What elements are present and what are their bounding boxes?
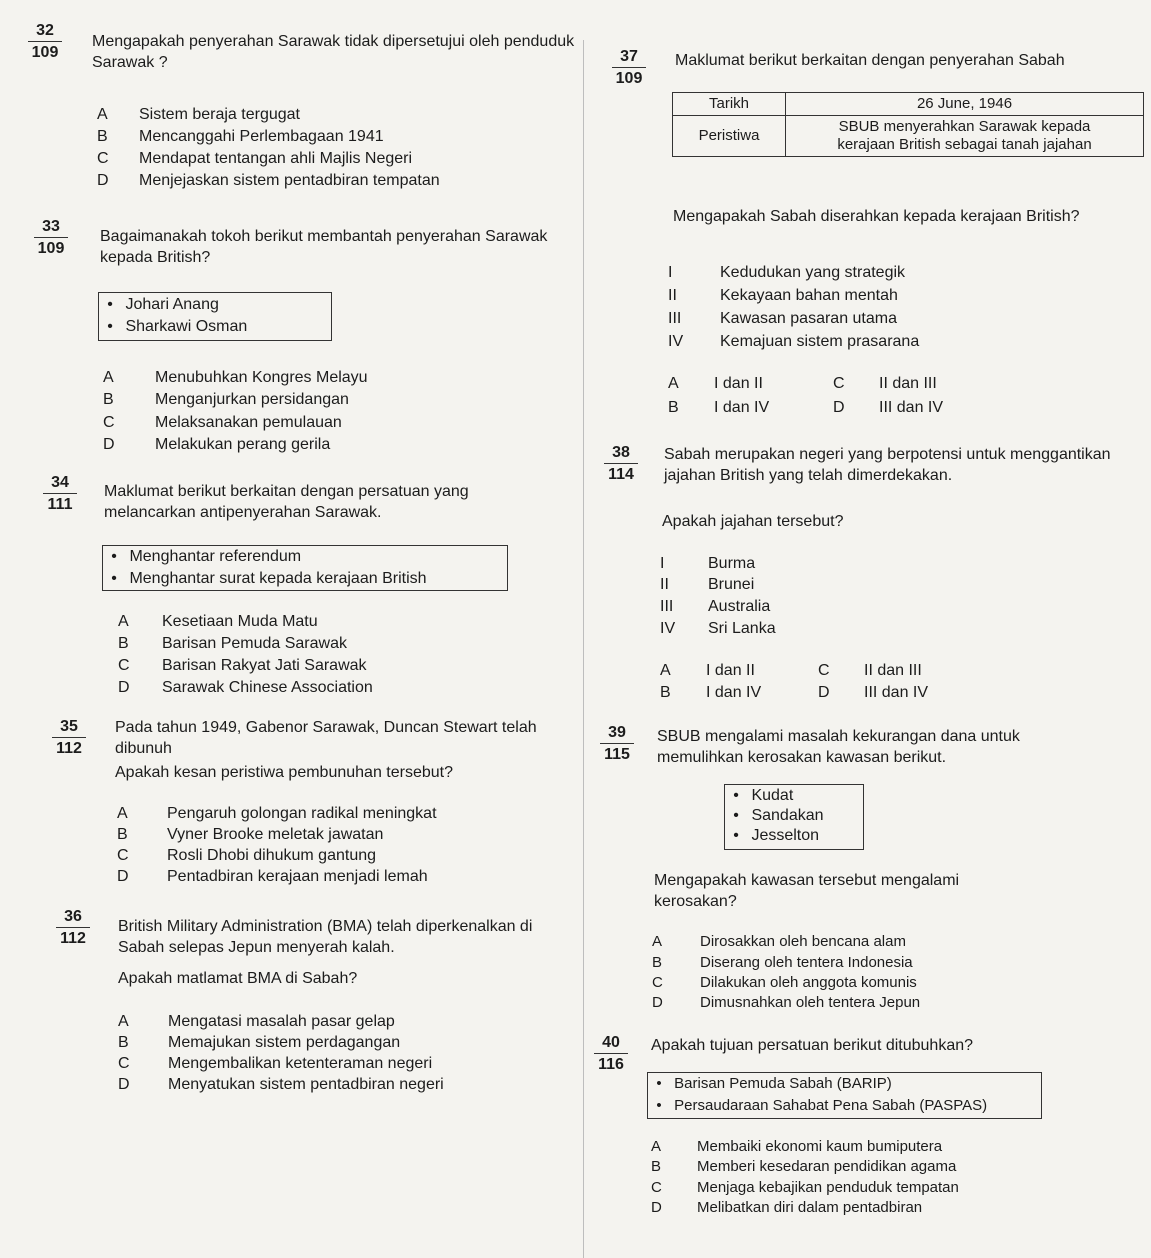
option-letter: C: [118, 657, 130, 674]
option-letter: C: [118, 1055, 130, 1072]
question-number-37: [612, 48, 646, 88]
statement-text: Kawasan pasaran utama: [720, 310, 897, 327]
roman-numeral: II: [668, 287, 677, 304]
option-text: Pengaruh golongan radikal meningkat: [167, 805, 437, 822]
q38-stem: Sabah merupakan negeri yang berpotensi untuk menggantikan jajahan British yang telah dimerdekakan.: [664, 446, 1111, 484]
question-number-38: [604, 444, 638, 484]
option-text: Menjaga kebajikan penduduk tempatan: [697, 1179, 959, 1196]
q33-info-box: [98, 292, 332, 341]
option-text: Melakukan perang gerila: [155, 436, 331, 453]
event-line-2: kerajaan British sebagai tanah jajahan: [837, 136, 1092, 153]
statement-text: Kekayaan bahan mentah: [720, 287, 898, 304]
q39-stem: SBUB mengalami masalah kekurangan dana untuk memulihkan kerosakan kawasan berikut.: [657, 728, 1020, 766]
option-text: Diserang oleh tentera Indonesia: [700, 954, 913, 971]
q38-option-d[interactable]: [818, 682, 928, 703]
q34-option-c[interactable]: [118, 655, 367, 676]
column-divider: [583, 40, 584, 1258]
option-text: Membaiki ekonomi kaum bumiputera: [697, 1138, 943, 1155]
question-number: 40: [602, 1034, 620, 1051]
option-text: Kesetiaan Muda Matu: [162, 613, 318, 630]
q36-option-d[interactable]: [118, 1074, 444, 1095]
bullet-icon: •: [107, 318, 113, 335]
number-bar: [28, 41, 62, 42]
option-letter: A: [660, 662, 671, 679]
question-code: 115: [604, 746, 630, 763]
q36-option-a[interactable]: [118, 1011, 395, 1032]
option-letter: B: [660, 684, 671, 701]
q35-option-d[interactable]: [117, 866, 428, 887]
question-number-32: [28, 22, 62, 62]
option-text: Vyner Brooke meletak jawatan: [167, 826, 384, 843]
event-line-1: SBUB menyerahkan Sarawak kepada: [838, 118, 1091, 135]
q40-info-box: [647, 1072, 1042, 1119]
roman-numeral: III: [660, 598, 674, 615]
q37-statement-4: [668, 331, 919, 352]
question-code: 114: [608, 466, 634, 483]
q37-info-table: [672, 92, 1144, 157]
q32-option-b[interactable]: [97, 126, 384, 147]
info-text: Menghantar referendum: [129, 548, 302, 565]
statement-text: Brunei: [708, 576, 755, 593]
number-bar: [604, 463, 638, 464]
number-bar: [594, 1053, 628, 1054]
info-item: [99, 316, 331, 338]
option-letter: D: [103, 436, 115, 453]
q38-statement-4: [660, 618, 776, 639]
info-item: [99, 294, 331, 316]
q35-option-b[interactable]: [117, 824, 383, 845]
q37-stem: Maklumat berikut berkaitan dengan penyerahan Sabah: [675, 52, 1065, 69]
q36-option-b[interactable]: [118, 1032, 400, 1053]
option-letter: D: [97, 172, 109, 189]
option-text: Rosli Dhobi dihukum gantung: [167, 847, 377, 864]
question-number-40: [594, 1034, 628, 1074]
question-number: 37: [620, 48, 638, 65]
option-letter: D: [833, 399, 845, 416]
option-letter: D: [651, 1199, 662, 1216]
info-item: [725, 806, 863, 826]
question-number: 39: [608, 724, 626, 741]
info-text: Persaudaraan Sahabat Pena Sabah (PASPAS): [674, 1097, 988, 1114]
info-text: Sharkawi Osman: [125, 318, 248, 335]
question-number-39: [600, 724, 634, 764]
number-bar: [612, 67, 646, 68]
option-letter: A: [118, 1013, 129, 1030]
bullet-icon: •: [656, 1075, 662, 1092]
question-number: 36: [64, 908, 82, 925]
option-letter: B: [668, 399, 679, 416]
option-text: Memberi kesedaran pendidikan agama: [697, 1158, 957, 1175]
option-text: Barisan Rakyat Jati Sarawak: [162, 657, 367, 674]
option-letter: B: [652, 954, 663, 971]
q33-option-c[interactable]: [103, 412, 342, 433]
option-text: Melaksanakan pemulauan: [155, 414, 342, 431]
option-text: Memajukan sistem perdagangan: [168, 1034, 401, 1051]
number-bar: [52, 737, 86, 738]
q33-option-d[interactable]: [103, 434, 330, 455]
q37-question: Mengapakah Sabah diserahkan kepada kerajaan British?: [673, 208, 1080, 225]
question-number: 32: [36, 22, 54, 39]
q37-option-b[interactable]: [668, 397, 769, 418]
q40-option-b[interactable]: [651, 1156, 956, 1177]
question-code: 111: [47, 496, 73, 513]
roman-numeral: I: [668, 264, 673, 281]
option-text: Mencanggahi Perlembagaan 1941: [139, 128, 384, 145]
bullet-icon: •: [111, 570, 117, 587]
option-text: Pentadbiran kerajaan menjadi lemah: [167, 868, 428, 885]
option-text: Dirosakkan oleh bencana alam: [700, 933, 906, 950]
info-item: [648, 1095, 1041, 1117]
question-number-34: [43, 474, 77, 514]
q33-stem: Bagaimanakah tokoh berikut membantah penyerahan Sarawak kepada British?: [100, 228, 548, 266]
q38-option-c[interactable]: [818, 660, 922, 681]
q34-option-b[interactable]: [118, 633, 347, 654]
bullet-icon: •: [733, 827, 739, 844]
q37-statement-2: [668, 285, 898, 306]
option-letter: A: [651, 1138, 662, 1155]
info-item: [103, 568, 507, 590]
option-letter: D: [118, 1076, 130, 1093]
q37-option-d[interactable]: [833, 397, 943, 418]
option-text: Mendapat tentangan ahli Majlis Negeri: [139, 150, 413, 167]
option-text: Melibatkan diri dalam pentadbiran: [697, 1199, 923, 1216]
option-text: Dilakukan oleh anggota komunis: [700, 974, 917, 991]
table-header-tarikh: Tarikh: [673, 93, 786, 116]
option-text: Mengatasi masalah pasar gelap: [168, 1013, 395, 1030]
q35-question: Apakah kesan peristiwa pembunuhan tersebut?: [115, 764, 453, 781]
q39-option-b[interactable]: [652, 952, 913, 973]
q36-option-c[interactable]: [118, 1053, 432, 1074]
q32-option-a[interactable]: [97, 104, 300, 125]
option-text: Menyatukan sistem pentadbiran negeri: [168, 1076, 444, 1093]
option-text: II dan III: [864, 662, 922, 679]
q34-info-box: [102, 545, 508, 591]
q35-option-a[interactable]: [117, 803, 437, 824]
q37-option-c[interactable]: [833, 373, 937, 394]
info-text: Jesselton: [751, 827, 820, 844]
option-letter: B: [118, 635, 129, 652]
q35-option-c[interactable]: [117, 845, 376, 866]
option-letter: C: [818, 662, 830, 679]
q34-option-d[interactable]: [118, 677, 373, 698]
option-letter: C: [103, 414, 115, 431]
q39-option-a[interactable]: [652, 931, 906, 952]
q40-option-a[interactable]: [651, 1136, 942, 1157]
option-letter: C: [652, 974, 663, 991]
option-letter: A: [97, 106, 108, 123]
option-letter: D: [118, 679, 130, 696]
q33-option-b[interactable]: [103, 389, 349, 410]
option-text: Menjejaskan sistem pentadbiran tempatan: [139, 172, 440, 189]
option-letter: A: [117, 805, 128, 822]
roman-numeral: III: [668, 310, 682, 327]
question-number: 38: [612, 444, 630, 461]
q38-option-a[interactable]: [660, 660, 755, 681]
option-letter: A: [668, 375, 679, 392]
option-letter: B: [117, 826, 128, 843]
statement-text: Burma: [708, 555, 756, 572]
q36-stem: British Military Administration (BMA) telah diperkenalkan di Sabah selepas Jepun menyerah kalah.: [118, 918, 533, 956]
number-bar: [600, 743, 634, 744]
q37-option-a[interactable]: [668, 373, 763, 394]
bullet-icon: •: [733, 787, 739, 804]
option-letter: B: [103, 391, 114, 408]
option-text: III dan IV: [879, 399, 944, 416]
info-item: [725, 786, 863, 806]
q32-stem: Mengapakah penyerahan Sarawak tidak dipersetujui oleh penduduk Sarawak ?: [92, 33, 575, 71]
option-text: I dan IV: [706, 684, 762, 701]
q39-info-box: [724, 784, 864, 850]
roman-numeral: IV: [668, 333, 684, 350]
q38-question: Apakah jajahan tersebut?: [662, 513, 844, 530]
question-number: 33: [42, 218, 60, 235]
number-bar: [56, 927, 90, 928]
info-text: Johari Anang: [125, 296, 219, 313]
q34-option-a[interactable]: [118, 611, 318, 632]
roman-numeral: I: [660, 555, 665, 572]
option-text: Menganjurkan persidangan: [155, 391, 349, 408]
option-text: Mengembalikan ketenteraman negeri: [168, 1055, 433, 1072]
q32-option-c[interactable]: [97, 148, 412, 169]
info-item: [103, 546, 507, 568]
option-letter: D: [117, 868, 129, 885]
q36-question: Apakah matlamat BMA di Sabah?: [118, 970, 358, 987]
option-letter: C: [117, 847, 129, 864]
statement-text: Kedudukan yang strategik: [720, 264, 906, 281]
number-bar: [43, 493, 77, 494]
question-number-36: [56, 908, 90, 948]
info-text: Barisan Pemuda Sabah (BARIP): [674, 1075, 892, 1092]
option-text: I dan II: [706, 662, 755, 679]
option-letter: A: [118, 613, 129, 630]
option-letter: B: [118, 1034, 129, 1051]
option-letter: A: [652, 933, 663, 950]
question-code: 109: [37, 240, 65, 257]
info-text: Kudat: [751, 787, 794, 804]
q38-statement-3: [660, 596, 770, 617]
q34-stem: Maklumat berikut berkaitan dengan persatuan yang melancarkan antipenyerahan Sarawak.: [104, 483, 469, 521]
bullet-icon: •: [733, 807, 739, 824]
q38-statement-2: [660, 574, 754, 595]
q35-stem: Pada tahun 1949, Gabenor Sarawak, Duncan Stewart telah dibunuh: [115, 719, 537, 757]
roman-numeral: IV: [660, 620, 676, 637]
bullet-icon: •: [111, 548, 117, 565]
question-number: 34: [51, 474, 69, 491]
q32-option-d[interactable]: [97, 170, 440, 191]
option-letter: C: [651, 1179, 662, 1196]
table-cell-event: [786, 116, 1144, 157]
bullet-icon: •: [656, 1097, 662, 1114]
q40-option-c[interactable]: [651, 1177, 959, 1198]
option-text: Barisan Pemuda Sarawak: [162, 635, 347, 652]
info-text: Sandakan: [751, 807, 824, 824]
option-letter: A: [103, 369, 114, 386]
q39-option-c[interactable]: [652, 972, 917, 993]
option-text: Dimusnahkan oleh tentera Jepun: [700, 994, 921, 1011]
question-number: 35: [60, 718, 78, 735]
option-letter: C: [97, 150, 109, 167]
option-letter: C: [833, 375, 845, 392]
option-text: Menubuhkan Kongres Melayu: [155, 369, 368, 386]
option-text: III dan IV: [864, 684, 929, 701]
option-letter: D: [818, 684, 830, 701]
q40-option-d[interactable]: [651, 1197, 922, 1218]
info-text: Menghantar surat kepada kerajaan British: [129, 570, 427, 587]
option-text: I dan IV: [714, 399, 770, 416]
q37-statement-3: [668, 308, 897, 329]
info-item: [725, 826, 863, 846]
option-text: Sistem beraja tergugat: [139, 106, 300, 123]
question-code: 116: [598, 1056, 624, 1073]
q40-stem: Apakah tujuan persatuan berikut ditubuhkan?: [651, 1037, 974, 1054]
number-bar: [34, 237, 68, 238]
option-text: I dan II: [714, 375, 763, 392]
q38-statement-1: [660, 553, 755, 574]
question-code: 109: [615, 70, 643, 87]
table-cell-date: 26 June, 1946: [786, 93, 1144, 116]
option-text: II dan III: [879, 375, 937, 392]
q37-statement-1: [668, 262, 905, 283]
statement-text: Australia: [708, 598, 771, 615]
q33-option-a[interactable]: [103, 367, 368, 388]
question-number-35: [52, 718, 86, 758]
q38-option-b[interactable]: [660, 682, 761, 703]
question-number-33: [34, 218, 68, 258]
q39-option-d[interactable]: [652, 992, 920, 1013]
option-letter: B: [651, 1158, 662, 1175]
table-header-peristiwa: Peristiwa: [673, 116, 786, 157]
option-text: Sarawak Chinese Association: [162, 679, 373, 696]
question-code: 112: [60, 930, 86, 947]
roman-numeral: II: [660, 576, 669, 593]
option-letter: D: [652, 994, 663, 1011]
info-item: [648, 1073, 1041, 1095]
question-code: 109: [31, 44, 59, 61]
question-code: 112: [56, 740, 82, 757]
bullet-icon: •: [107, 296, 113, 313]
option-letter: B: [97, 128, 108, 145]
statement-text: Kemajuan sistem prasarana: [720, 333, 920, 350]
statement-text: Sri Lanka: [708, 620, 776, 637]
q39-question: Mengapakah kawasan tersebut mengalami kerosakan?: [654, 872, 960, 910]
